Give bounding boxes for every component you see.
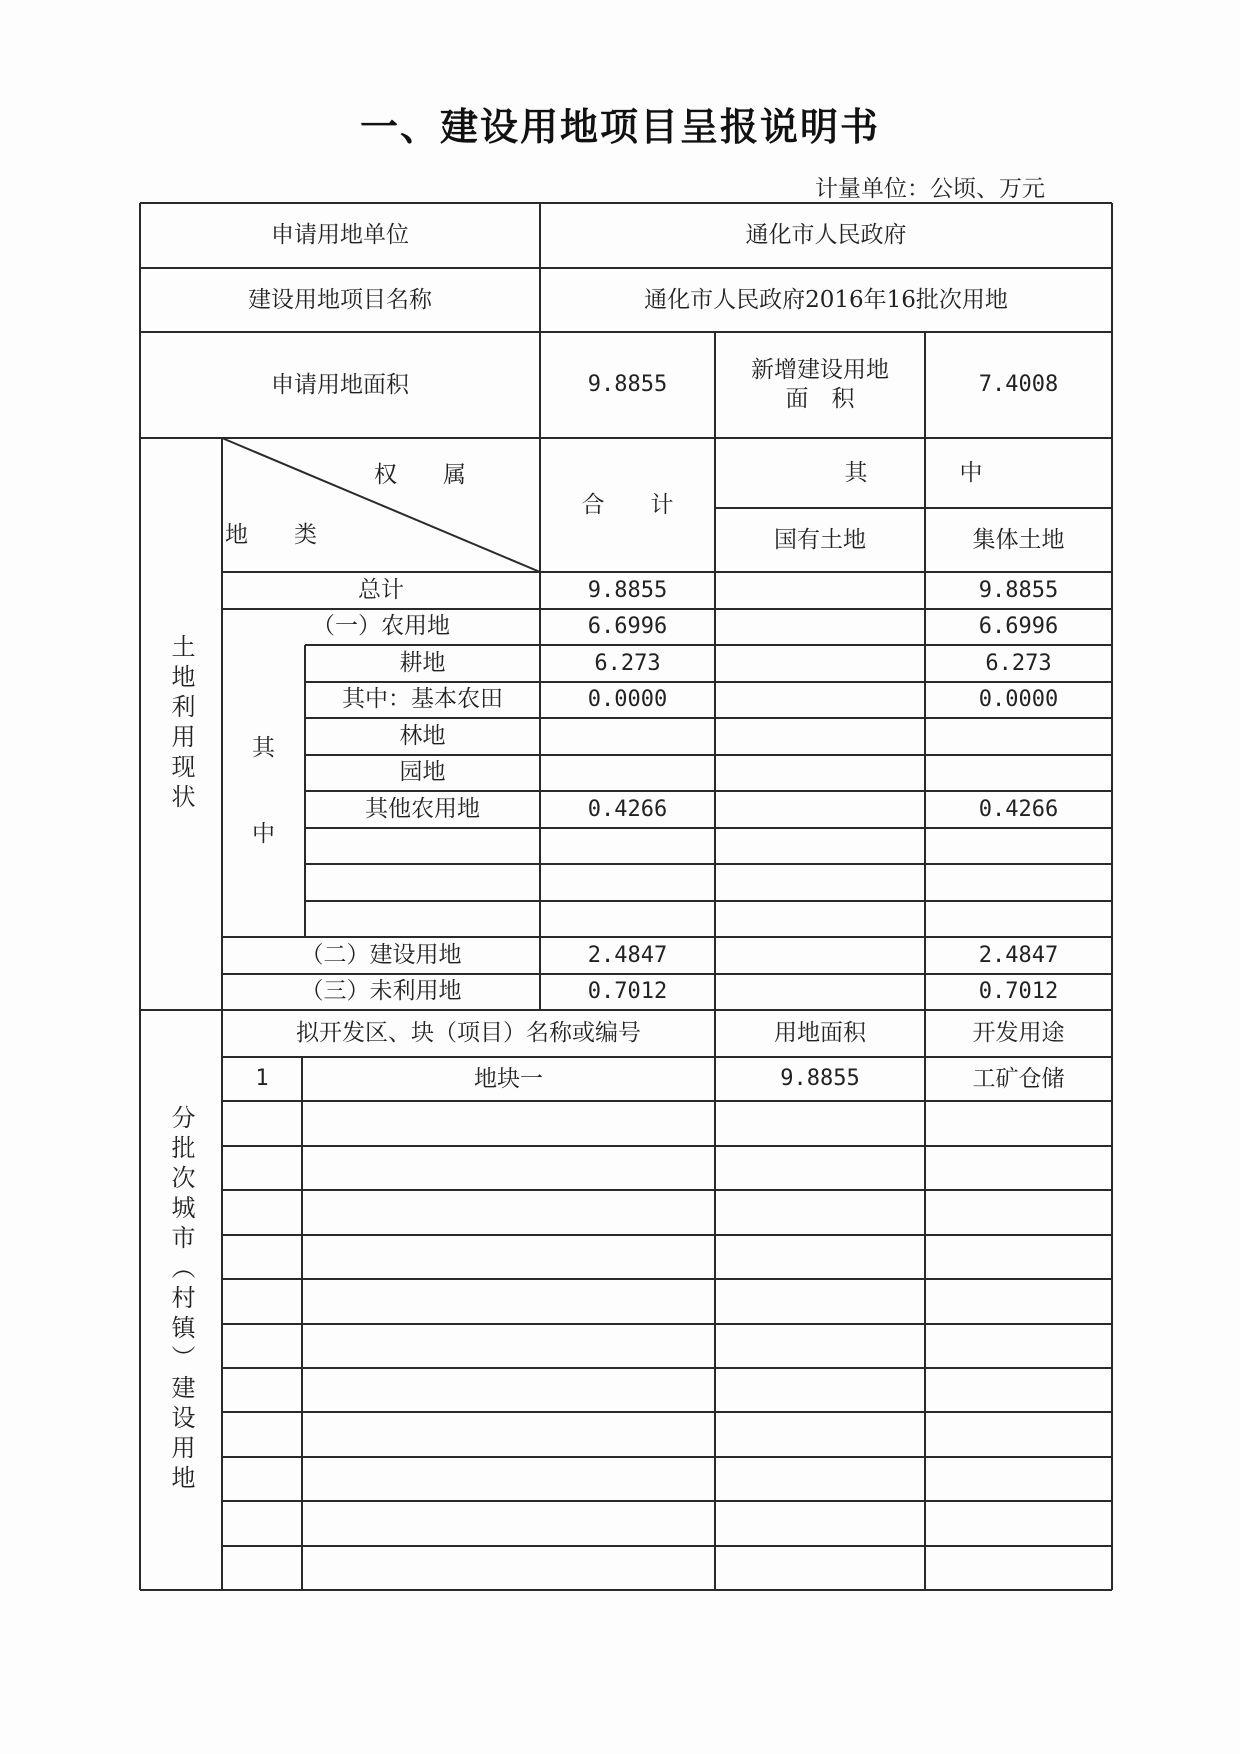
batch-row-area [715,1279,925,1323]
batch-row-area [715,1412,925,1456]
batch-row-number [222,1546,302,1590]
batch-row-use: 工矿仓储 [972,1065,1065,1092]
land-row-label: （二）建设用地 [300,941,462,968]
batch-row-number [222,1324,302,1368]
land-row-label [305,901,540,938]
land-row-state-owned [715,901,925,938]
land-row-collective [925,718,1112,755]
land-row-label: （一）农用地 [312,613,450,640]
land-status-side-label: 土地利用现状 [167,634,195,814]
batch-row-name [302,1501,715,1545]
land-row-total: 0.7012 [587,979,668,1004]
land-row-collective: 2.4847 [978,942,1059,968]
landtype-label: 地 类 [225,521,317,548]
batch-row-name [302,1190,715,1234]
batch-area-column-label: 用地面积 [774,1020,866,1047]
area-value: 9.8855 [587,372,668,398]
state-owned-column-label: 国有土地 [774,526,866,553]
area-label: 申请用地面积 [271,371,409,398]
land-row-total: 0.4266 [587,796,668,822]
land-row-label: 其中：基本农田 [342,686,503,713]
land-row-collective [925,828,1112,865]
land-row-collective: 6.6996 [978,614,1059,639]
batch-row-use [925,1146,1112,1190]
land-row-collective: 0.7012 [978,979,1059,1004]
of-which-header: 其 中 [844,459,983,486]
batch-row-area [715,1101,925,1145]
collective-column-label: 集体土地 [972,526,1065,553]
land-row-total: 6.273 [594,650,661,676]
batch-row-name [302,1546,715,1590]
land-row-label: 总计 [358,576,404,603]
batch-row-name [302,1412,715,1456]
batch-row-number [222,1501,302,1545]
land-row-total: 6.6996 [587,614,668,639]
batch-row-use [925,1546,1112,1590]
land-row-total [540,755,715,792]
land-row-total: 9.8855 [587,577,668,603]
land-row-state-owned [715,864,925,901]
land-row-state-owned [715,718,925,755]
land-row-collective: 6.273 [985,650,1052,676]
of-which-side-label: 其 中 [252,734,275,847]
batch-row-name [302,1368,715,1412]
batch-row-name [302,1457,715,1501]
batch-row-area [715,1146,925,1190]
land-row-collective [925,864,1112,901]
land-row-total [540,718,715,755]
batch-row-number: 1 [255,1066,269,1092]
land-row-state-owned [715,682,925,719]
batch-row-use [925,1190,1112,1234]
land-row-total [540,864,715,901]
total-column-label: 合 计 [581,491,674,518]
land-row-collective [925,901,1112,938]
batch-row-number [222,1146,302,1190]
batch-row-use [925,1412,1112,1456]
project-name-label: 建设用地项目名称 [248,286,432,313]
batch-name-column-label: 拟开发区、块（项目）名称或编号 [296,1020,641,1047]
batch-row-number [222,1235,302,1279]
land-row-label: 林地 [399,722,446,749]
batch-row-name [302,1101,715,1145]
batch-row-area [715,1324,925,1368]
land-row-total: 2.4847 [587,942,668,968]
batch-row-area [715,1368,925,1412]
batch-row-use [925,1324,1112,1368]
land-row-state-owned [715,974,925,1011]
batch-row-area [715,1457,925,1501]
land-row-total [540,828,715,865]
land-row-state-owned [715,937,925,974]
batch-row-use [925,1101,1112,1145]
land-row-state-owned [715,755,925,792]
applicant-value: 通化市人民政府 [745,222,907,249]
batch-side-label: 分批次城市（村镇）建设用地 [167,1105,195,1495]
batch-row-area [715,1546,925,1590]
unit-note: 计量单位：公顷、万元 [815,176,1045,202]
applicant-label: 申请用地单位 [271,222,409,249]
new-area-label: 新增建设用地 面 积 [751,357,889,412]
batch-row-number [222,1279,302,1323]
batch-row-area [715,1501,925,1545]
batch-row-use [925,1368,1112,1412]
land-row-collective [925,755,1112,792]
batch-row-area [715,1190,925,1234]
land-row-total: 0.0000 [587,687,668,712]
batch-row-number [222,1457,302,1501]
batch-row-name [302,1235,715,1279]
batch-use-column-label: 开发用途 [972,1020,1065,1047]
land-row-label: 园地 [399,759,446,786]
batch-row-name: 地块一 [474,1065,543,1092]
batch-row-number [222,1412,302,1456]
land-row-state-owned [715,645,925,682]
batch-row-use [925,1279,1112,1323]
land-row-state-owned [715,572,925,609]
land-row-state-owned [715,828,925,865]
batch-row-use [925,1501,1112,1545]
batch-row-name [302,1279,715,1323]
land-row-label: 其他农用地 [365,795,480,822]
batch-row-use [925,1457,1112,1501]
land-row-label [305,864,540,901]
land-row-total [540,901,715,938]
land-row-state-owned [715,791,925,828]
land-row-label: 耕地 [399,649,446,676]
land-row-state-owned [715,609,925,646]
batch-row-number [222,1101,302,1145]
batch-row-number [222,1368,302,1412]
ownership-label: 权 属 [374,461,466,488]
land-row-collective: 9.8855 [978,577,1059,603]
land-row-label [305,828,540,865]
batch-row-number [222,1190,302,1234]
batch-row-area: 9.8855 [780,1066,860,1092]
batch-row-name [302,1146,715,1190]
batch-row-use [925,1235,1112,1279]
document-title: 一、建设用地项目呈报说明书 [359,105,880,149]
land-row-collective: 0.0000 [978,687,1059,712]
batch-row-name [302,1324,715,1368]
batch-row-area [715,1235,925,1279]
project-name-value: 通化市人民政府2016年16批次用地 [644,286,1008,313]
land-row-label: （三）未利用地 [300,978,462,1005]
new-area-value: 7.4008 [978,372,1059,398]
land-row-collective: 0.4266 [978,796,1059,822]
